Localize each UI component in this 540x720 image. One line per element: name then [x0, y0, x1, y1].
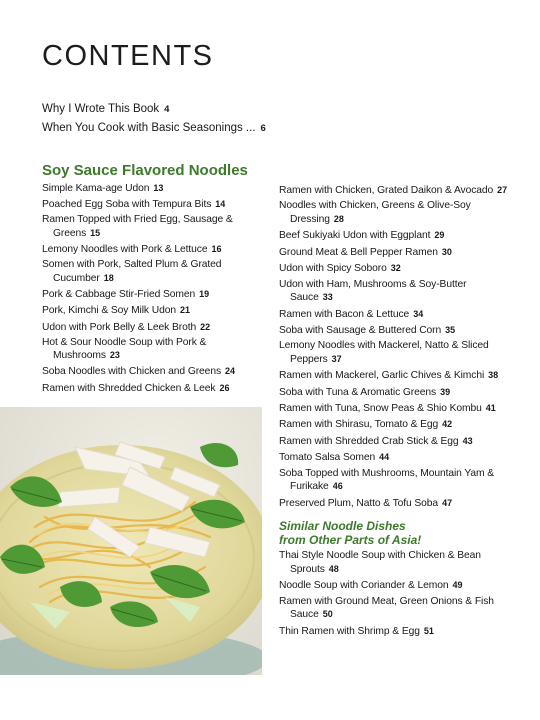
entry-title: Noodles with Chicken, Greens & Olive-Soy Dressing	[279, 200, 471, 225]
entry-title: Ramen with Shredded Chicken & Leek	[42, 382, 216, 394]
toc-entry[interactable]	[279, 324, 511, 338]
entry-title: Lemony Noodles with Pork & Lettuce	[42, 244, 208, 256]
page-number: 50	[322, 609, 333, 620]
toc-entry[interactable]	[279, 468, 511, 494]
toc-entry[interactable]	[279, 279, 511, 305]
page-number: 42	[442, 419, 453, 430]
toc-list-asia	[279, 550, 511, 638]
entry-title: Udon with Pork Belly & Leek Broth	[42, 321, 197, 333]
noodle-dish-image	[0, 407, 262, 675]
page-number: 18	[103, 272, 114, 283]
toc-entry[interactable]	[279, 262, 511, 276]
entry-title: Hot & Sour Noodle Soup with Pork & Mushrooms	[42, 336, 207, 362]
toc-entry[interactable]	[279, 386, 511, 400]
entry-title: Beef Sukiyaki Udon with Eggplant	[279, 230, 431, 242]
page-number: 49	[452, 580, 463, 591]
entry-title: Tomato Salsa Somen	[279, 452, 376, 464]
page-number: 13	[153, 183, 164, 193]
page-number: 21	[179, 305, 190, 316]
subheading-line: Similar Noodle Dishes	[279, 519, 406, 534]
toc-entry[interactable]	[42, 243, 264, 257]
entry-title: Ramen with Shredded Crab Stick & Egg	[279, 435, 459, 447]
toc-entry[interactable]	[42, 259, 264, 285]
page-number: 51	[423, 625, 434, 636]
toc-entry[interactable]	[279, 596, 511, 622]
entry-title: Ground Meat & Bell Pepper Ramen	[279, 246, 438, 258]
page-number: 24	[225, 366, 236, 377]
toc-entry[interactable]	[279, 451, 511, 465]
toc-entry[interactable]	[279, 308, 511, 322]
subheading-asia	[279, 519, 511, 547]
entry-title: When You Cook with Basic Seasonings ...	[42, 122, 256, 134]
page-number: 29	[434, 230, 445, 241]
page-number: 23	[109, 350, 120, 361]
page-number: 15	[90, 227, 101, 238]
entry-title: Udon with Ham, Mushrooms & Soy-Butter Sauce	[279, 278, 467, 304]
toc-entry[interactable]	[279, 579, 511, 593]
entry-title: Why I Wrote This Book	[42, 103, 160, 115]
toc-column-right	[279, 184, 511, 641]
entry-title: Soba Topped with Mushrooms, Mountain Yam & Furikake	[279, 467, 495, 493]
entry-title: Thai Style Noodle Soup with Chicken & Bean Sprouts	[279, 550, 481, 575]
toc-entry[interactable]	[279, 550, 511, 576]
toc-entry[interactable]	[279, 497, 511, 511]
page-number: 26	[219, 382, 230, 393]
page-number: 14	[215, 199, 226, 210]
entry-title: Ramen with Bacon & Lettuce	[279, 308, 410, 320]
page-number: 44	[379, 452, 390, 463]
toc-entry[interactable]	[279, 418, 511, 432]
page-number: 16	[211, 244, 222, 255]
page-number: 32	[390, 263, 401, 274]
entry-title: Pork, Kimchi & Soy Milk Udon	[42, 305, 176, 317]
toc-entry[interactable]	[279, 200, 511, 226]
page-number: 34	[413, 308, 424, 319]
toc-entry[interactable]	[42, 321, 264, 335]
entry-title: Preserved Plum, Natto & Tofu Soba	[279, 497, 439, 509]
toc-entry[interactable]	[279, 369, 511, 383]
entry-title: Ramen Topped with Fried Egg, Sausage & Greens	[42, 214, 233, 239]
intro-entry[interactable]	[42, 100, 342, 119]
page-number: 39	[440, 386, 451, 397]
page-number: 47	[442, 497, 453, 508]
entry-title: Ramen with Chicken, Grated Daikon & Avocado	[279, 185, 494, 196]
toc-entry[interactable]	[279, 229, 511, 243]
toc-entry[interactable]	[279, 246, 511, 260]
page-number: 28	[333, 213, 344, 224]
toc-entry[interactable]	[42, 382, 264, 396]
entry-title: Udon with Spicy Soboro	[279, 263, 387, 275]
toc-entry[interactable]	[279, 435, 511, 449]
page-number: 22	[200, 321, 211, 332]
entry-title: Ramen with Mackerel, Garlic Chives & Kimchi	[279, 370, 485, 382]
page-number: 4	[164, 104, 170, 115]
entry-title: Somen with Pork, Salted Plum & Grated Cucumber	[42, 259, 222, 284]
noodle-photo	[0, 407, 262, 675]
toc-entry[interactable]	[279, 340, 511, 366]
page-number: 43	[462, 435, 473, 446]
page-number: 35	[445, 324, 456, 335]
entry-title: Thin Ramen with Shrimp & Egg	[279, 625, 420, 637]
entry-title: Soba with Tuna & Aromatic Greens	[279, 386, 437, 398]
page-number: 30	[441, 246, 452, 257]
intro-list	[42, 100, 342, 138]
page-number: 48	[328, 563, 339, 574]
intro-entry[interactable]	[42, 119, 342, 138]
entry-title: Soba Noodles with Chicken and Greens	[42, 366, 221, 378]
section-heading: Soy Sauce Flavored Noodles	[42, 162, 248, 179]
toc-column-left	[42, 182, 264, 398]
page-number: 33	[322, 292, 333, 303]
entry-title: Simple Kama-age Udon	[42, 183, 150, 194]
page-number: 19	[199, 289, 210, 300]
entry-title: Ramen with Shirasu, Tomato & Egg	[279, 419, 439, 431]
subheading-line: from Other Parts of Asia!	[279, 533, 422, 548]
page-number: 27	[497, 185, 508, 195]
entry-title: Pork & Cabbage Stir-Fried Somen	[42, 289, 196, 301]
toc-entry[interactable]	[279, 625, 511, 639]
entry-title: Ramen with Tuna, Snow Peas & Shio Kombu	[279, 403, 482, 415]
toc-entry[interactable]	[279, 402, 511, 416]
page-title: CONTENTS	[42, 40, 214, 72]
toc-entry[interactable]	[42, 198, 264, 212]
toc-entry[interactable]	[42, 365, 264, 379]
page-number: 6	[260, 123, 266, 134]
toc-entry[interactable]	[42, 304, 264, 318]
toc-entry[interactable]	[42, 337, 264, 363]
page-number: 46	[332, 481, 343, 492]
page-number: 41	[485, 403, 496, 414]
entry-title: Ramen with Ground Meat, Green Onions & Fish Sauce	[279, 595, 494, 621]
toc-entry[interactable]	[42, 288, 264, 302]
entry-title: Noodle Soup with Coriander & Lemon	[279, 580, 449, 592]
toc-entry[interactable]	[279, 184, 511, 198]
entry-title: Lemony Noodles with Mackerel, Natto & Sliced Peppers	[279, 340, 489, 365]
page-number: 37	[331, 353, 342, 364]
entry-title: Poached Egg Soba with Tempura Bits	[42, 199, 212, 211]
toc-list-right	[279, 184, 511, 510]
toc-entry[interactable]	[42, 182, 264, 196]
entry-title: Soba with Sausage & Buttered Corn	[279, 324, 442, 336]
toc-entry[interactable]	[42, 214, 264, 240]
page-number: 38	[488, 370, 499, 381]
